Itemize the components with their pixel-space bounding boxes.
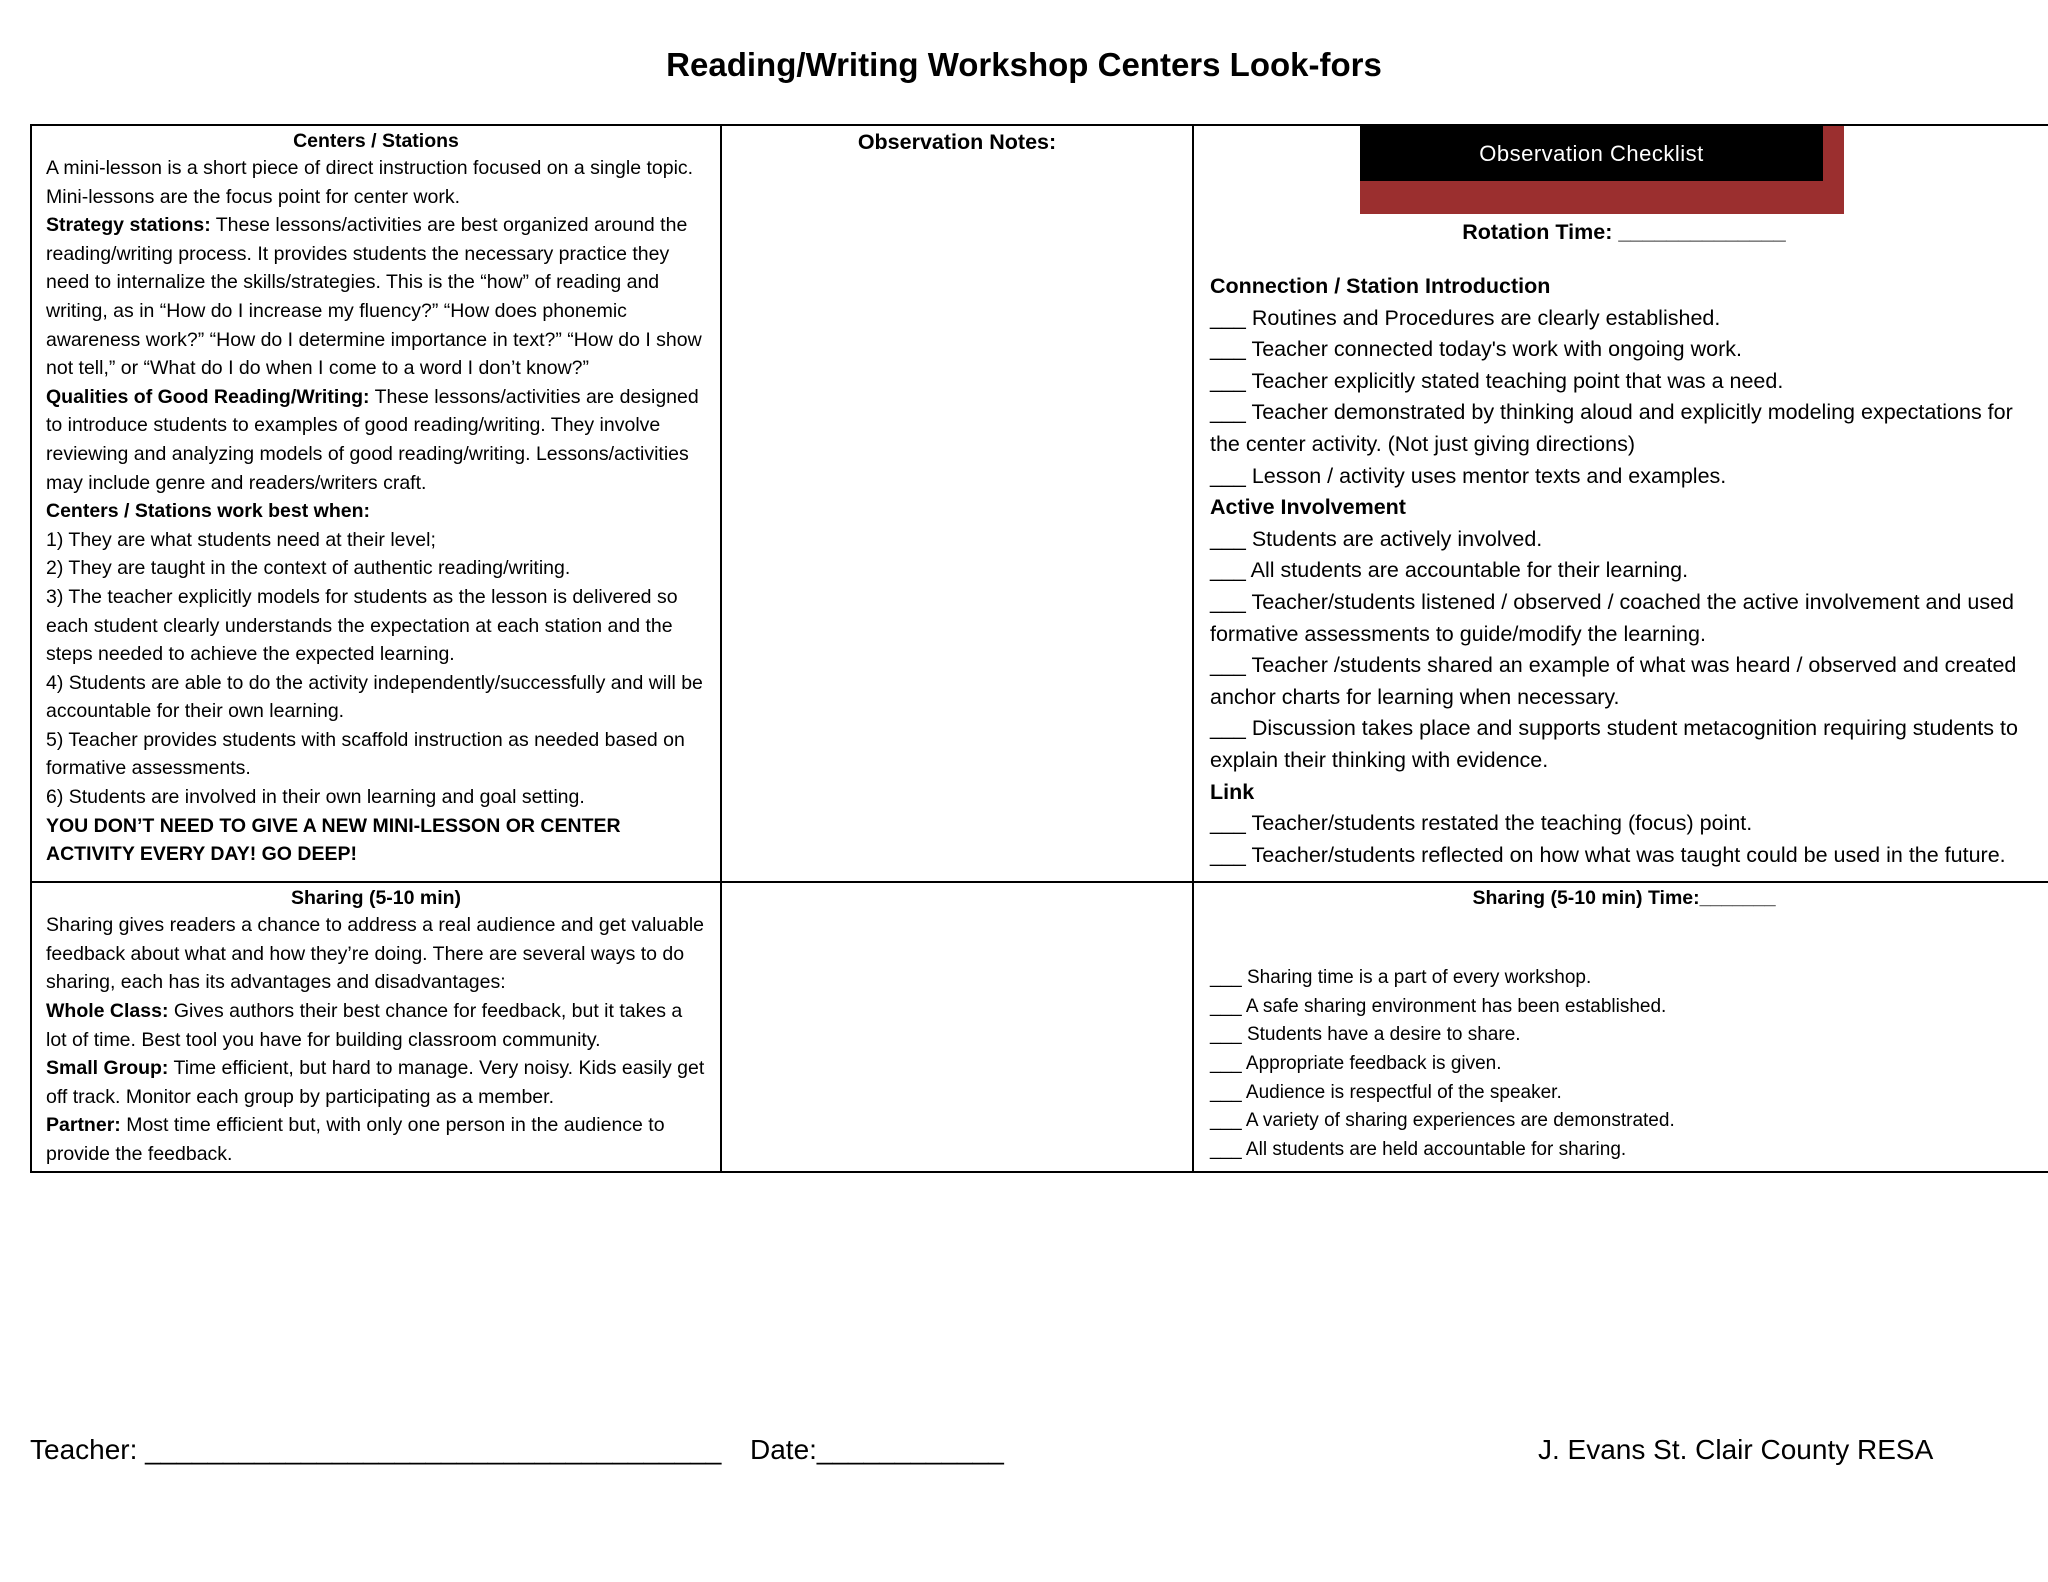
checklist-item[interactable]: ___ Routines and Procedures are clearly established. xyxy=(1210,305,1721,330)
sharing-checklist-item[interactable]: ___ Students have a desire to share. xyxy=(1210,1024,1521,1046)
sharing-checklist-item[interactable]: ___ Appropriate feedback is given. xyxy=(1210,1053,1502,1075)
qualities-label: Qualities of Good Reading/Writing: xyxy=(46,385,370,408)
sharing-checklist-list xyxy=(1194,910,2048,1164)
partner-paragraph xyxy=(46,1111,706,1168)
rotation-time-label: Rotation Time: xyxy=(1462,220,1619,244)
author-credit: J. Evans St. Clair County RESA xyxy=(1538,1434,1934,1465)
checklist-item[interactable]: ___ Discussion takes place and supports student metacognition requiring students to explain their thinking with evidence. xyxy=(1210,716,2018,772)
observation-notes-cell[interactable] xyxy=(721,125,1193,882)
whole-class-text: Gives authors their best chance for feedback, but it takes a lot of time. Best tool you have for building classroom community. xyxy=(46,1000,683,1051)
date-field[interactable]: Date:____________ xyxy=(750,1434,1004,1465)
rotation-time xyxy=(1194,220,2048,245)
checklist-item[interactable]: ___ Teacher connected today's work with ongoing work. xyxy=(1210,337,1742,362)
sharing-checklist-heading: Sharing (5-10 min) Time:_______ xyxy=(1472,887,1776,910)
checklist-item[interactable]: ___ Teacher/students listened / observed / coached the active involvement and used formative assessments to guide/modify the learning. xyxy=(1210,589,2014,646)
checklist-item[interactable]: ___ Students are actively involved. xyxy=(1210,526,1543,551)
whole-class-label: Whole Class: xyxy=(46,1000,169,1023)
banner-title: Observation Checklist xyxy=(1360,126,1823,181)
checklist-item[interactable]: ___ Teacher /students shared an example of what was heard / observed and created anchor charts for learning when necessary. xyxy=(1210,653,2017,709)
link-heading: Link xyxy=(1210,779,1255,804)
observation-notes-heading: Observation Notes: xyxy=(857,130,1057,154)
sharing-checklist-item[interactable]: ___ All students are held accountable for sharing. xyxy=(1210,1138,1627,1160)
page-title: Reading/Writing Workshop Centers Look-fors xyxy=(666,46,1382,83)
strategy-stations-text: These lessons/activities are best organized around the reading/writing process. It provides students the necessary practice they need to internalize the skills/strategies. This is the “how” of reading and writing, as in “How do I increase my fluency?” “How does phonemic awareness work?” “How do I determine importance in text?” “How do I show not tell,” or “What do I do when I come to a word I don’t know?” xyxy=(46,214,702,380)
checklist-body xyxy=(1194,271,2048,881)
checklist-banner xyxy=(1194,126,2048,214)
sharing-intro-paragraph: Sharing gives readers a chance to address a real audience and get valuable feedback about what and how they’re doing. There are several ways to do sharing, each has its advantages and disadvantages: xyxy=(46,914,705,994)
sharing-checklist-item[interactable]: ___ Sharing time is a part of every workshop. xyxy=(1210,967,1592,989)
work-best-heading: Centers / Stations work best when: xyxy=(46,500,370,523)
rotation-time-blank[interactable]: ______________ xyxy=(1618,220,1786,244)
table-row xyxy=(31,125,2048,882)
look-fors-table xyxy=(30,124,2048,1173)
work-best-item-5: 5) Teacher provides students with scaffold instruction as needed based on formative assessments. xyxy=(46,728,685,780)
strategy-stations-label: Strategy stations: xyxy=(46,214,211,237)
strategy-stations-paragraph xyxy=(46,211,706,383)
small-group-label: Small Group: xyxy=(46,1057,169,1080)
observation-checklist-cell xyxy=(1193,125,2048,882)
work-best-item-6: 6) Students are involved in their own learning and goal setting. xyxy=(46,786,585,809)
connection-heading: Connection / Station Introduction xyxy=(1210,274,1551,298)
work-best-item-3: 3) The teacher explicitly models for students as the lesson is delivered so each student clearly understands the expectation at each station and the steps needed to achieve the expected learning. xyxy=(46,585,678,666)
sharing-heading: Sharing (5-10 min) xyxy=(290,887,462,910)
checklist-item[interactable]: ___ Teacher/students restated the teaching (focus) point. xyxy=(1210,811,1753,836)
checklist-item[interactable]: ___ Teacher/students reflected on how what was taught could be used in the future. xyxy=(1210,842,2006,867)
work-best-item-2: 2) They are taught in the context of authentic reading/writing. xyxy=(46,557,571,580)
sharing-description-cell xyxy=(31,882,721,1171)
centers-description-cell xyxy=(31,125,721,882)
partner-text: Most time efficient but, with only one person in the audience to provide the feedback. xyxy=(46,1114,665,1166)
sharing-checklist-cell xyxy=(1193,882,2048,1171)
whole-class-paragraph xyxy=(46,997,706,1054)
sharing-notes-cell[interactable] xyxy=(721,882,1193,1171)
small-group-text: Time efficient, but hard to manage. Very noisy. Kids easily get off track. Monitor each group by participating as a member. xyxy=(46,1057,705,1108)
checklist-item[interactable]: ___ Teacher explicitly stated teaching point that was a need. xyxy=(1210,368,1784,393)
small-group-paragraph xyxy=(46,1054,706,1111)
mini-lesson-paragraph: A mini-lesson is a short piece of direct instruction focused on a single topic. Mini-lessons are the focus point for center work. xyxy=(46,157,694,208)
active-involvement-heading: Active Involvement xyxy=(1210,495,1406,520)
qualities-text: These lessons/activities are designed to introduce students to examples of good reading/writing. They involve reviewing and analyzing models of good reading/writing. Lessons/activities may include genre and readers/writers craft. xyxy=(46,385,699,494)
go-deep-note: YOU DON’T NEED TO GIVE A NEW MINI-LESSON OR CENTER ACTIVITY EVERY DAY! GO DEEP! xyxy=(46,814,621,866)
partner-label: Partner: xyxy=(46,1114,121,1137)
checklist-item[interactable]: ___ Lesson / activity uses mentor texts and examples. xyxy=(1210,463,1727,488)
table-row xyxy=(31,882,2048,1171)
sharing-checklist-item[interactable]: ___ A safe sharing environment has been established. xyxy=(1210,995,1667,1017)
checklist-item[interactable]: ___ Teacher demonstrated by thinking aloud and explicitly modeling expectations for the center activity. (Not just giving directions) xyxy=(1210,400,2013,456)
qualities-paragraph xyxy=(46,383,706,497)
sharing-checklist-item[interactable]: ___ Audience is respectful of the speaker. xyxy=(1210,1081,1562,1103)
checklist-item[interactable]: ___ All students are accountable for their learning. xyxy=(1210,558,1689,583)
work-best-item-4: 4) Students are able to do the activity independently/successfully and will be accountable for their own learning. xyxy=(46,671,703,723)
sharing-checklist-item[interactable]: ___ A variety of sharing experiences are demonstrated. xyxy=(1210,1110,1675,1132)
work-best-item-1: 1) They are what students need at their level; xyxy=(46,528,436,551)
teacher-field[interactable]: Teacher: _____________________________________ xyxy=(30,1434,722,1465)
centers-heading: Centers / Stations xyxy=(293,130,459,152)
